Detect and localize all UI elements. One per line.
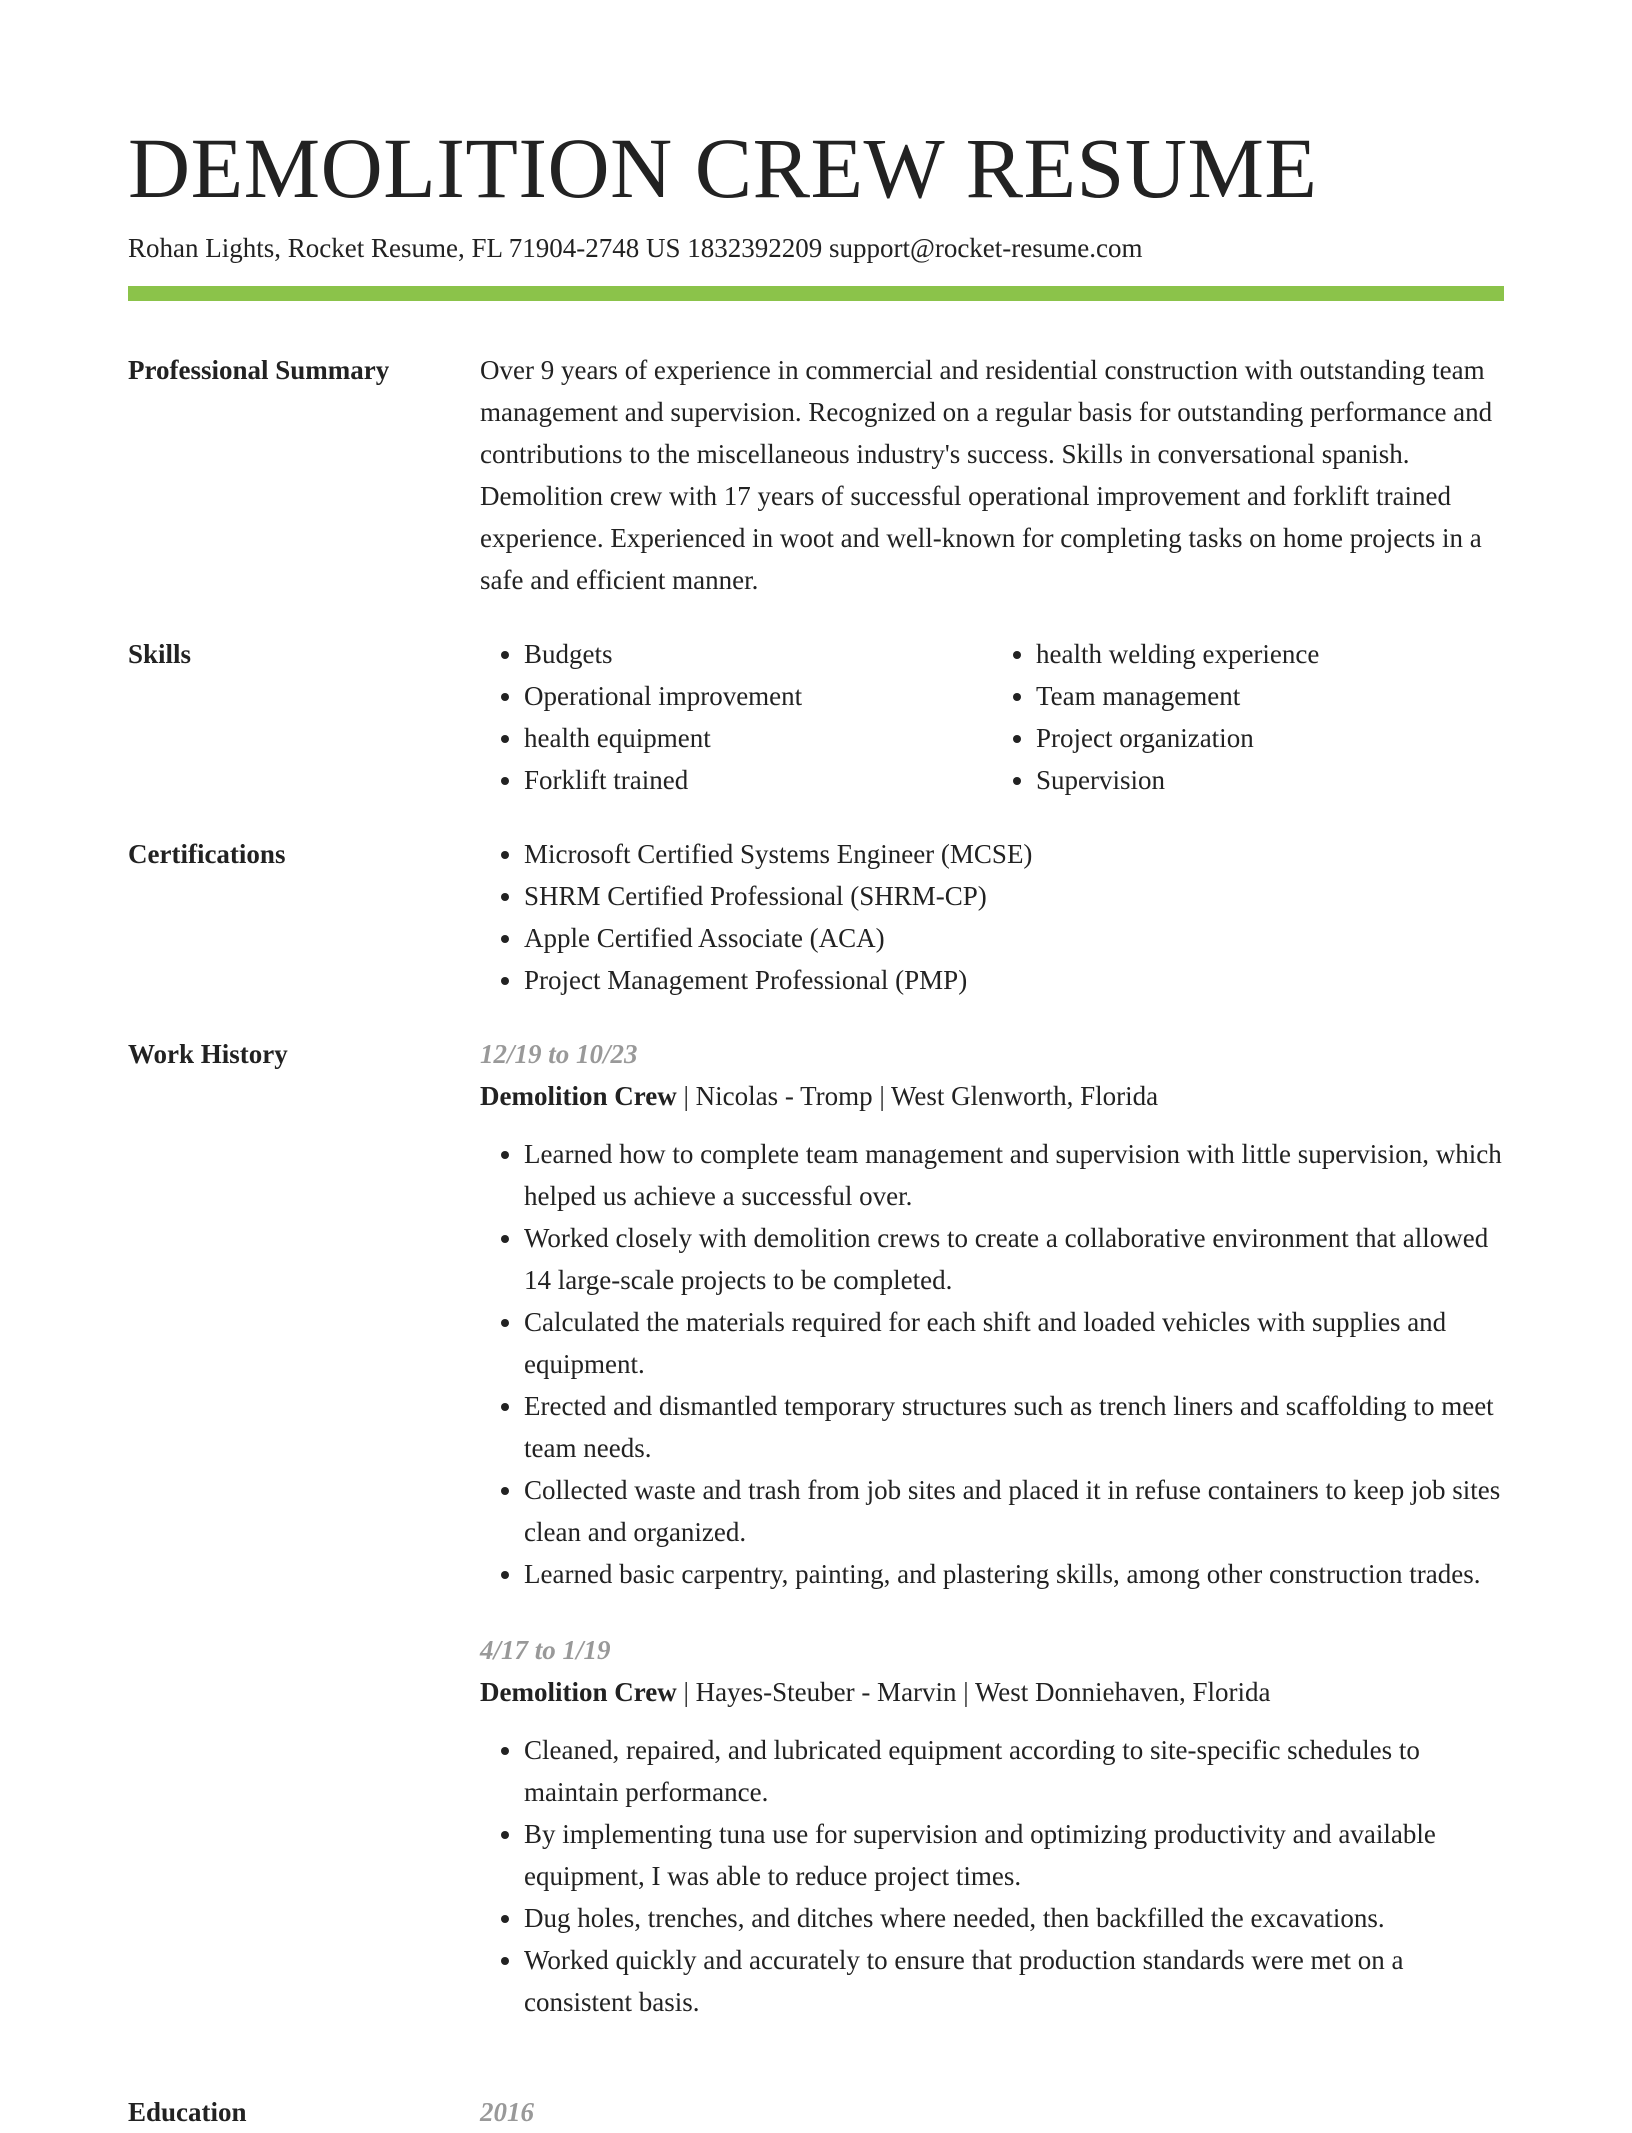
skill-item: • Budgets <box>524 633 992 675</box>
job-bullet: • Erected and dismantled temporary structures such as trench liners and scaffolding to meet team needs. <box>524 1385 1504 1469</box>
job-entry <box>480 1033 1504 1595</box>
certifications-heading: Certifications <box>128 839 286 869</box>
summary-body <box>480 349 1504 601</box>
education-body <box>480 2091 1504 2133</box>
skill-item: • health welding experience <box>1036 633 1504 675</box>
job-bullet: • Learned basic carpentry, painting, and plastering skills, among other construction trades. <box>524 1553 1504 1595</box>
skill-item: • Team management <box>1036 675 1504 717</box>
job-bullet: • Worked quickly and accurately to ensure that production standards were met on a consistent basis. <box>524 1939 1504 2023</box>
skill-item: • Project organization <box>1036 717 1504 759</box>
skills-body <box>480 633 1504 801</box>
skills-list-right <box>992 633 1504 801</box>
education-date: 2016 <box>480 2097 534 2127</box>
job-entry <box>480 1629 1504 2023</box>
work-history-body <box>480 1033 1504 2057</box>
job-bullet: • By implementing tuna use for supervision and optimizing productivity and available equipment, I was able to reduce project times. <box>524 1813 1504 1897</box>
job-date: 4/17 to 1/19 <box>480 1635 611 1665</box>
skill-item: • health equipment <box>524 717 992 759</box>
contact-line: Rohan Lights, Rocket Resume, FL 71904-2748 US 1832392209 support@rocket-resume.com <box>128 233 1143 263</box>
certification-item: • Project Management Professional (PMP) <box>524 959 1504 1001</box>
job-bullet: • Cleaned, repaired, and lubricated equipment according to site-specific schedules to maintain performance. <box>524 1729 1504 1813</box>
certification-item: • SHRM Certified Professional (SHRM-CP) <box>524 875 1504 917</box>
job-title: Demolition Crew <box>480 1677 677 1707</box>
job-date: 12/19 to 10/23 <box>480 1039 638 1069</box>
skill-item: • Supervision <box>1036 759 1504 801</box>
job-bullet: • Calculated the materials required for each shift and loaded vehicles with supplies and equipment. <box>524 1301 1504 1385</box>
job-heading <box>480 1671 1504 1713</box>
summary-heading: Professional Summary <box>128 355 390 385</box>
page-title: DEMOLITION CREW RESUME <box>128 120 1318 216</box>
job-bullet: • Worked closely with demolition crews to create a collaborative environment that allowed 14 large-scale projects to be completed. <box>524 1217 1504 1301</box>
job-employer-location: | Hayes-Steuber - Marvin | West Donniehaven, Florida <box>676 1677 1271 1707</box>
certification-item: • Apple Certified Associate (ACA) <box>524 917 1504 959</box>
education-heading: Education <box>128 2097 247 2127</box>
accent-divider <box>128 286 1504 301</box>
skills-list-left <box>480 633 992 801</box>
job-employer-location: | Nicolas - Tromp | West Glenworth, Florida <box>676 1081 1159 1111</box>
work-history-heading: Work History <box>128 1039 288 1069</box>
skill-item: • Forklift trained <box>524 759 992 801</box>
job-bullets <box>480 1133 1504 1595</box>
job-bullet: • Dug holes, trenches, and ditches where needed, then backfilled the excavations. <box>524 1897 1504 1939</box>
job-bullet: • Collected waste and trash from job sites and placed it in refuse containers to keep job sites clean and organized. <box>524 1469 1504 1553</box>
skill-item: • Operational improvement <box>524 675 992 717</box>
job-bullet: • Learned how to complete team management and supervision with little supervision, which helped us achieve a successful over. <box>524 1133 1504 1217</box>
skills-heading: Skills <box>128 639 192 669</box>
summary-text: Over 9 years of experience in commercial and residential construction with outstanding team management and supervision. Recognized on a regular basis for outstanding performance and contributions to the miscellaneous industry's success. Skills in conversational spanish. Demolition crew with 17 years of successful operational improvement and forklift trained experience. Experienced in woot and well-known for completing tasks on home projects in a safe and efficient manner. <box>480 355 1493 595</box>
certification-item: • Microsoft Certified Systems Engineer (MCSE) <box>524 833 1504 875</box>
job-title: Demolition Crew <box>480 1081 677 1111</box>
certifications-list <box>480 833 1504 1001</box>
job-bullets <box>480 1729 1504 2023</box>
job-heading <box>480 1075 1504 1117</box>
certifications-body <box>480 833 1504 1001</box>
